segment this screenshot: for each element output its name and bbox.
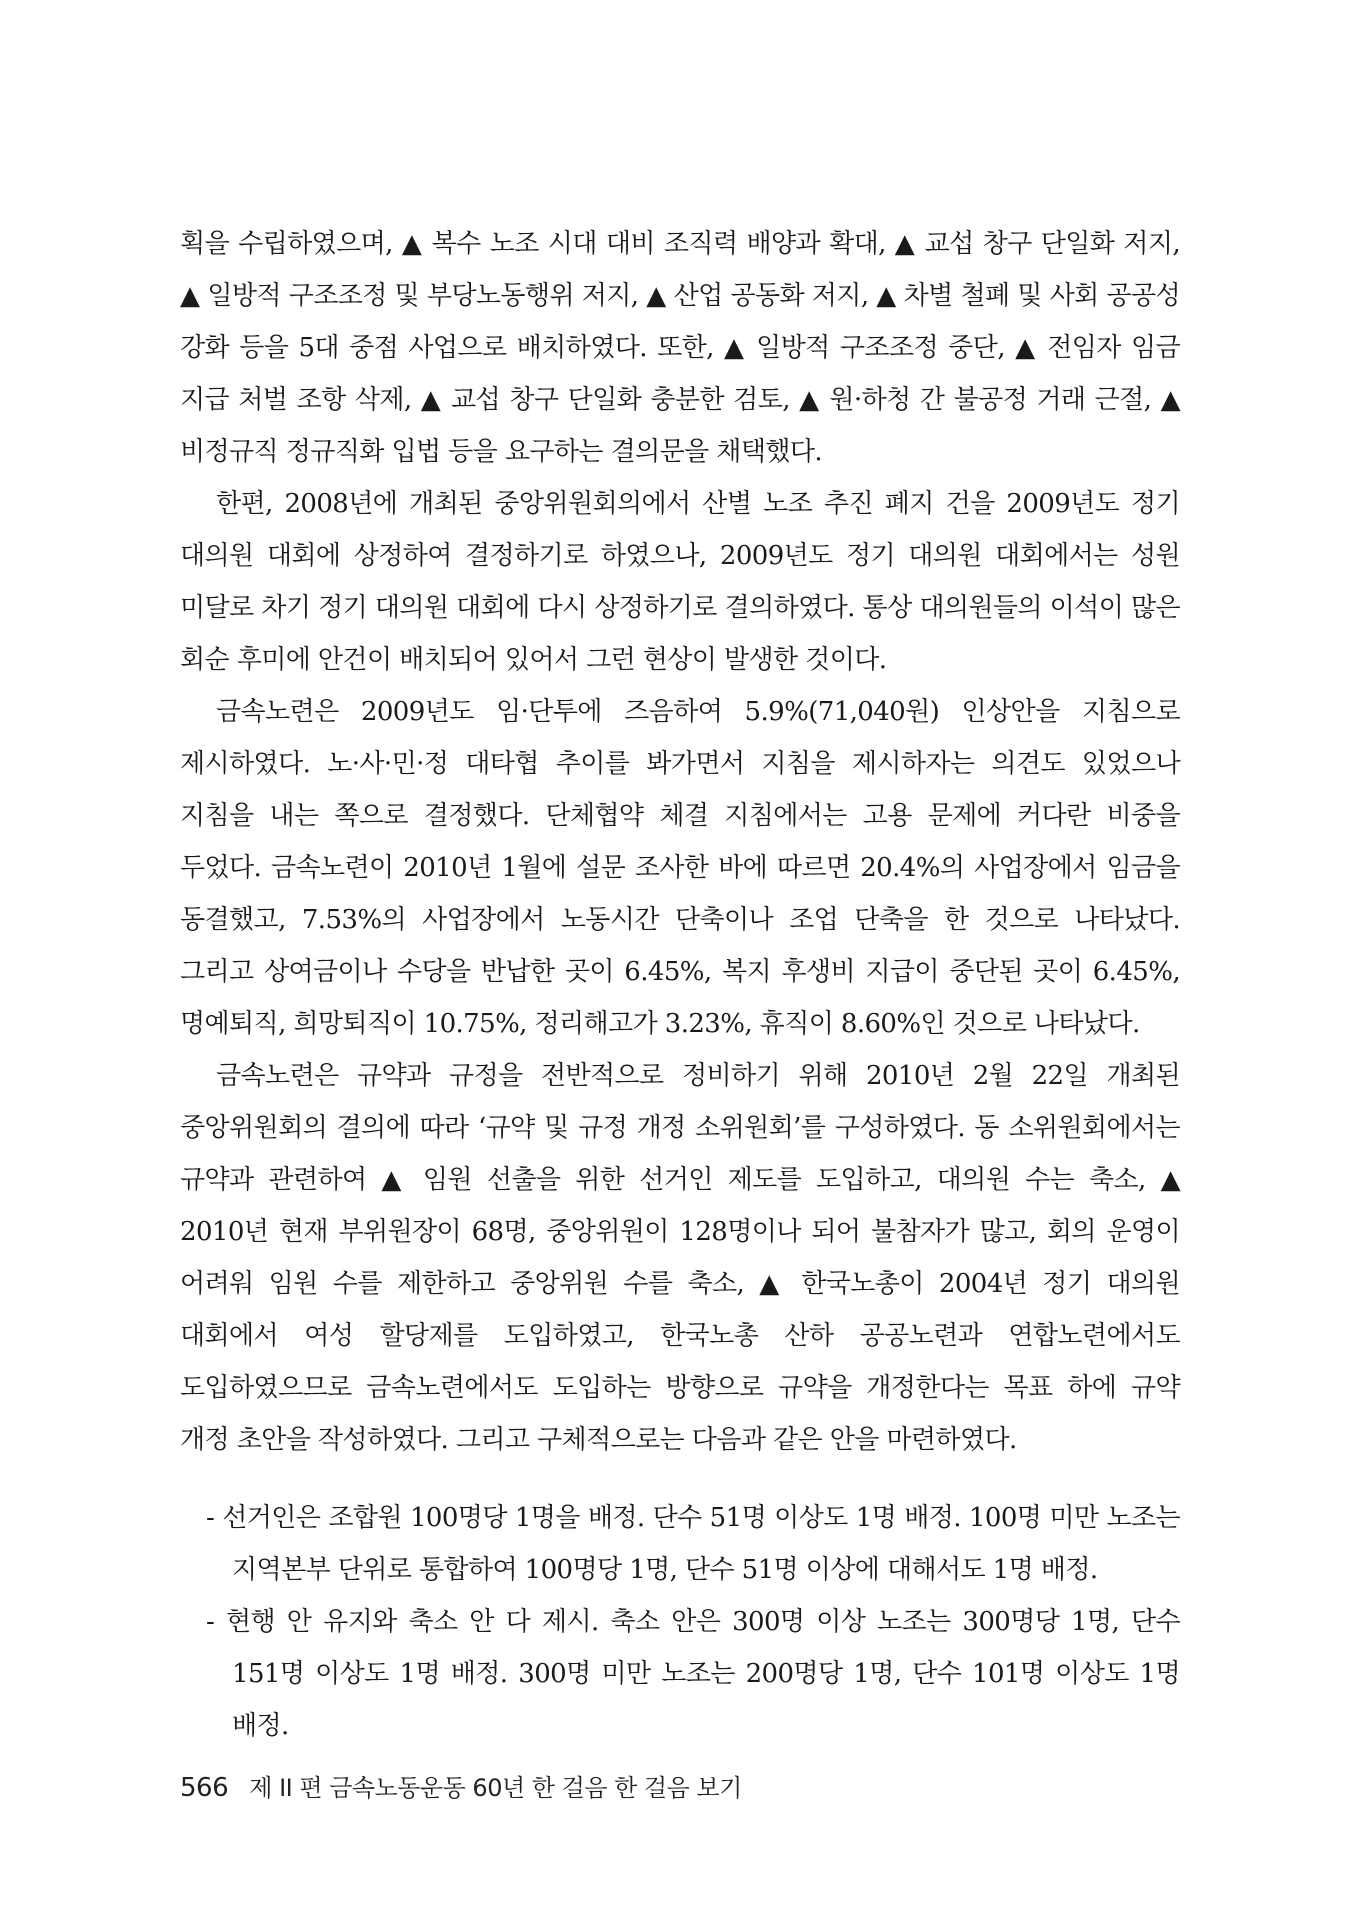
paragraph: 한편, 2008년에 개최된 중앙위원회의에서 산별 노조 추진 폐지 건을 2009년도 정기 대의원 대회에 상정하여 결정하기로 하였으나, 2009년도 정기 대의원 대회에서는 성원 미달로 차기 정기 대의원 대회에 다시 상정하기로 결의하였다. 통상 대의원들의 이석이 많은 회순 후미에 안건이 배치되어 있어서 그런 현상이 발생한 것이다. bbox=[180, 489, 1180, 675]
running-title: 제 II 편 금속노동운동 60년 한 걸음 한 걸음 보기 bbox=[249, 1774, 742, 1802]
page-number: 566 bbox=[180, 1773, 229, 1803]
proposal-list bbox=[180, 1492, 1180, 1752]
paragraph: 금속노련은 2009년도 임·단투에 즈음하여 5.9%(71,040원) 인상안을 지침으로 제시하였다. 노·사·민·정 대타협 추이를 봐가면서 지침을 제시하자는 의견도 있었으나 지침을 내는 쪽으로 결정했다. 단체협약 체결 지침에서는 고용 문제에 커다란 비중을 두었다. 금속노련이 2010년 1월에 설문 조사한 바에 따르면 20.4%의 사업장에서 임금을 동결했고, 7.53%의 사업장에서 노동시간 단축이나 조업 단축을 한 것으로 나타났다. 그리고 상여금이나 수당을 반납한 곳이 6.45%, 복지 후생비 지급이 중단된 곳이 6.45%, 명예퇴직, 희망퇴직이 10.75%, 정리해고가 3.23%, 휴직이 8.60%인 것으로 나타났다. bbox=[180, 697, 1180, 1039]
body-text bbox=[180, 218, 1180, 1768]
list-item: - 선거인은 조합원 100명당 1명을 배정. 단수 51명 이상도 1명 배정. 100명 미만 노조는 지역본부 단위로 통합하여 100명당 1명, 단수 51명 이상에 대해서도 1명 배정. bbox=[206, 1503, 1180, 1585]
paragraph: 금속노련은 규약과 규정을 전반적으로 정비하기 위해 2010년 2월 22일 개최된 중앙위원회의 결의에 따라 ‘규약 및 규정 개정 소위원회’를 구성하였다. 동 소위원회에서는 규약과 관련하여 ▲ 임원 선출을 위한 선거인 제도를 도입하고, 대의원 수는 축소, ▲ 2010년 현재 부위원장이 68명, 중앙위원이 128명이나 되어 불참자가 많고, 회의 운영이 어려워 임원 수를 제한하고 중앙위원 수를 축소, ▲ 한국노총이 2004년 정기 대의원 대회에서 여성 할당제를 도입하였고, 한국노총 산하 공공노련과 연합노련에서도 도입하였으므로 금속노련에서도 도입하는 방향으로 규약을 개정한다는 목표 하에 규약 개정 초안을 작성하였다. 그리고 구체적으로는 다음과 같은 안을 마련하였다. bbox=[180, 1061, 1180, 1455]
list-item: - 현행 안 유지와 축소 안 다 제시. 축소 안은 300명 이상 노조는 300명당 1명, 단수 151명 이상도 1명 배정. 300명 미만 노조는 200명당 1명, 단수 101명 이상도 1명 배정. bbox=[206, 1607, 1180, 1741]
paragraph-continuation: 획을 수립하였으며, ▲ 복수 노조 시대 대비 조직력 배양과 확대, ▲ 교섭 창구 단일화 저지, ▲ 일방적 구조조정 및 부당노동행위 저지, ▲ 산업 공동화 저지, ▲ 차별 철폐 및 사회 공공성 강화 등을 5대 중점 사업으로 배치하였다. 또한, ▲ 일방적 구조조정 중단, ▲ 전임자 임금 지급 처벌 조항 삭제, ▲ 교섭 창구 단일화 충분한 검토, ▲ 원·하청 간 불공정 거래 근절, ▲ 비정규직 정규직화 입법 등을 요구하는 결의문을 채택했다. bbox=[180, 229, 1180, 467]
page-footer bbox=[180, 1768, 742, 1803]
